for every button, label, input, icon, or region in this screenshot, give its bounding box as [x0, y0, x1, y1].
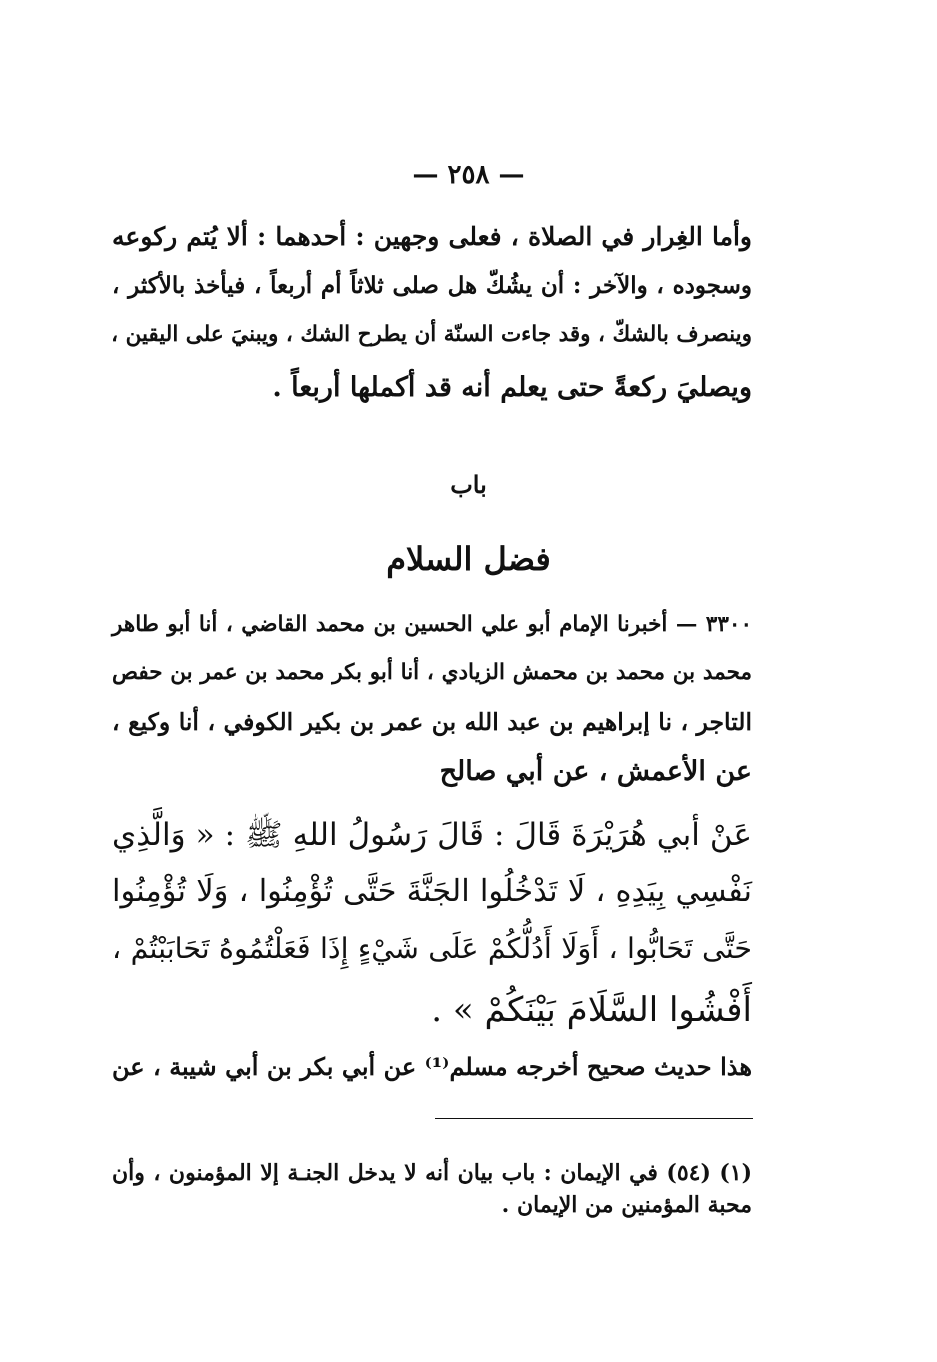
isnad-line-2: محمد بن محمد بن محمش الزيادي ، أنا أبو بكر محمد بن عمر بن حفص	[112, 660, 752, 685]
footnote-line-1: (١) (٥٤) في الإيمان : باب بيان أنه لا يدخل الجنـة إلا المؤمنون ، وأن	[112, 1160, 752, 1186]
footnote-divider	[435, 1118, 753, 1119]
intro-line-3: وينصرف بالشكّ ، وقد جاءت السنّة أن يطرح الشك ، ويبنيَ على اليقين ،	[111, 322, 752, 347]
isnad-line-3: التاجر ، نا إبراهيم بن عبد الله بن عمر بن بكير الكوفي ، أنا وكيع ،	[112, 708, 752, 736]
intro-line-2: وسجوده ، والآخر : أن يشُكّ هل صلى ثلاثاً أم أربعاً ، فيأخذ بالأكثر ،	[112, 272, 752, 299]
isnad-line-4: عن الأعمش ، عن أبي صالح	[439, 756, 752, 787]
intro-line-4: ويصليَ ركعةً حتى يعلم أنه قد أكملها أربعاً .	[272, 372, 752, 403]
chapter-label: باب	[450, 470, 487, 499]
hadith-line-3: حَتَّى تَحَابُّوا ، أَوَلَا أَدُلُّكُمْ عَلَى شَيْءٍ إِذَا فَعَلْتُمُوهُ تَحَابَبْتُمْ ،	[112, 932, 752, 965]
page-number: — ٢٥٨ —	[412, 160, 525, 190]
isnad-line-1: ٣٣٠٠ — أخبرنا الإمام أبو علي الحسين بن محمد القاضي ، أنا أبو طاهر	[112, 612, 752, 637]
closing-line-1: هذا حديث صحيح أخرجه مسلم⁽¹⁾ عن أبي بكر بن أبي شيبة ، عن	[112, 1052, 752, 1081]
hadith-line-1: عَنْ أبي هُرَيْرَةَ قَالَ : قَالَ رَسُولُ اللهِ ﷺ : « وَالَّذِي	[112, 817, 752, 853]
hadith-line-2: نَفْسِي بِيَدِهِ ، لَا تَدْخُلُوا الجَنَّةَ حَتَّى تُؤْمِنُوا ، وَلَا تُؤْمِنُوا	[112, 874, 752, 909]
chapter-title: فضل السلام	[386, 540, 551, 578]
hadith-line-4: أَفْشُوا السَّلَامَ بَيْنَكُمْ » .	[431, 990, 752, 1030]
footnote-line-2: محبة المؤمنين من الإيمان .	[501, 1192, 752, 1218]
intro-line-1: وأما الغِرار في الصلاة ، فعلى وجهين : أحدهما : ألا يُتم ركوعه	[112, 222, 752, 251]
